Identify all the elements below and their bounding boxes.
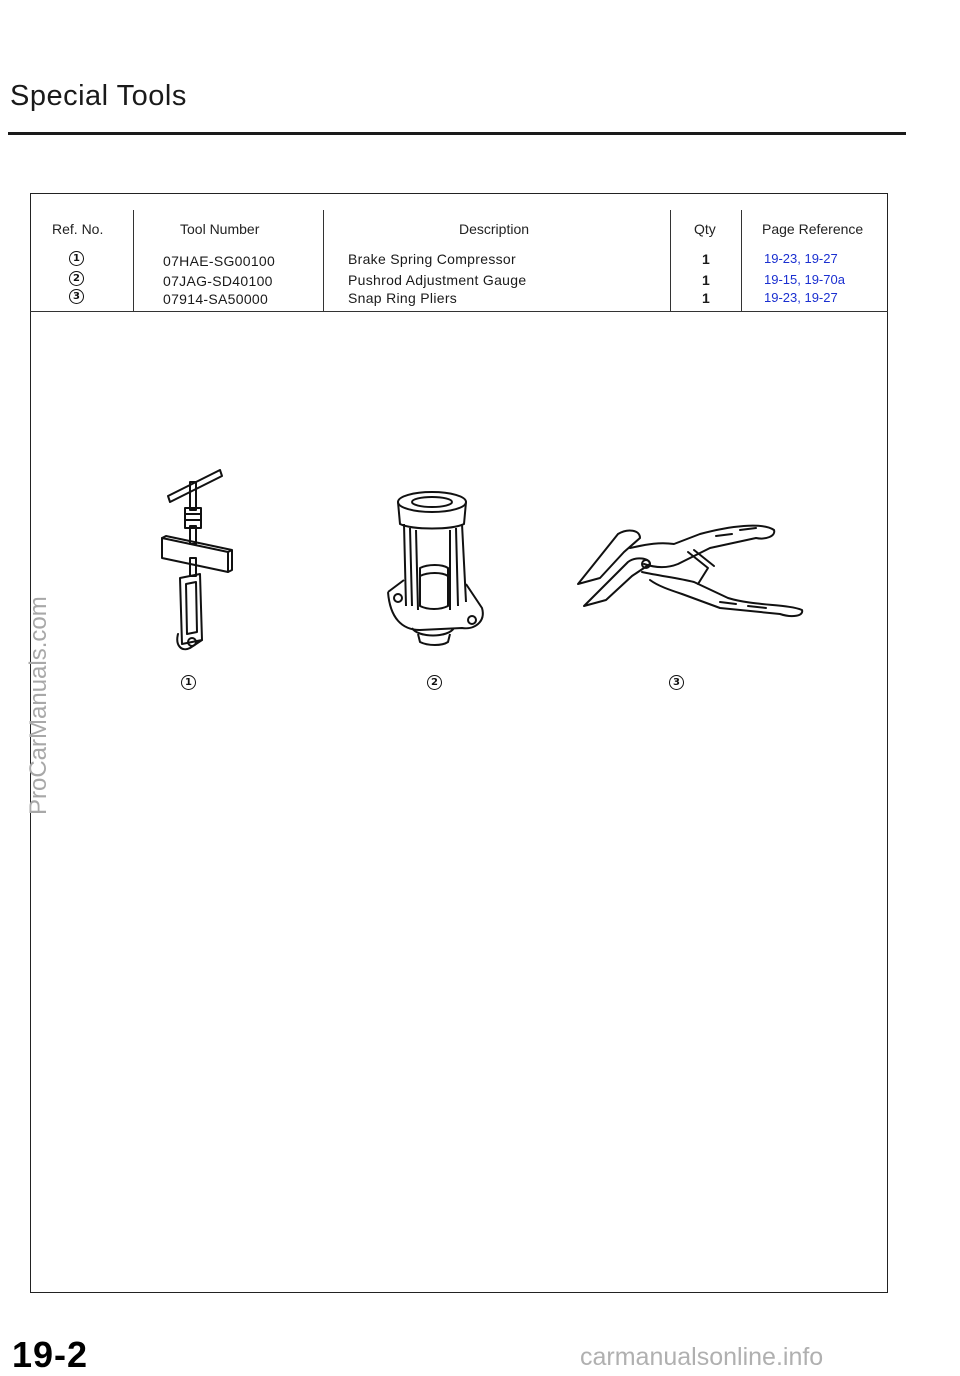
snap-ring-pliers-icon xyxy=(570,520,810,620)
qty-cell: 1 xyxy=(702,251,711,267)
tool-number-cell: 07HAE-SG00100 xyxy=(163,253,276,269)
tool-number-cell: 07914-SA50000 xyxy=(163,291,269,307)
page-title: Special Tools xyxy=(10,80,187,112)
description-cell: Snap Ring Pliers xyxy=(348,290,458,306)
column-divider xyxy=(133,210,134,312)
column-divider xyxy=(323,210,324,312)
illustration-label: 3 xyxy=(669,675,684,690)
qty-cell: 1 xyxy=(702,272,711,288)
page-number: 19-2 xyxy=(12,1334,89,1375)
footer-site-text: carmanualsonline.info xyxy=(580,1343,824,1371)
column-divider xyxy=(670,210,671,312)
tools-frame xyxy=(30,193,888,1293)
header-page-reference: Page Reference xyxy=(762,221,864,237)
description-cell: Pushrod Adjustment Gauge xyxy=(348,272,527,288)
page-reference-link[interactable]: 19-23, 19-27 xyxy=(764,290,838,305)
ref-number-badge: 2 xyxy=(69,271,84,286)
column-divider xyxy=(741,210,742,312)
page-reference-link[interactable]: 19-15, 19-70a xyxy=(764,272,845,287)
illustration-label: 1 xyxy=(181,675,196,690)
header-tool-number: Tool Number xyxy=(180,221,260,237)
header-ref-no: Ref. No. xyxy=(52,221,104,237)
qty-cell: 1 xyxy=(702,290,711,306)
ref-number-badge: 3 xyxy=(69,289,84,304)
header-qty: Qty xyxy=(694,221,716,237)
table-bottom-rule xyxy=(30,311,888,312)
watermark-text: ProCarManuals.com xyxy=(25,596,52,815)
header-description: Description xyxy=(459,221,530,237)
ref-number-badge: 1 xyxy=(69,251,84,266)
description-cell: Brake Spring Compressor xyxy=(348,251,516,267)
pushrod-gauge-icon xyxy=(382,488,492,648)
page-reference-link[interactable]: 19-23, 19-27 xyxy=(764,251,838,266)
brake-spring-compressor-icon xyxy=(150,462,250,662)
illustration-label: 2 xyxy=(427,675,442,690)
title-rule xyxy=(8,132,906,135)
tool-number-cell: 07JAG-SD40100 xyxy=(163,273,273,289)
